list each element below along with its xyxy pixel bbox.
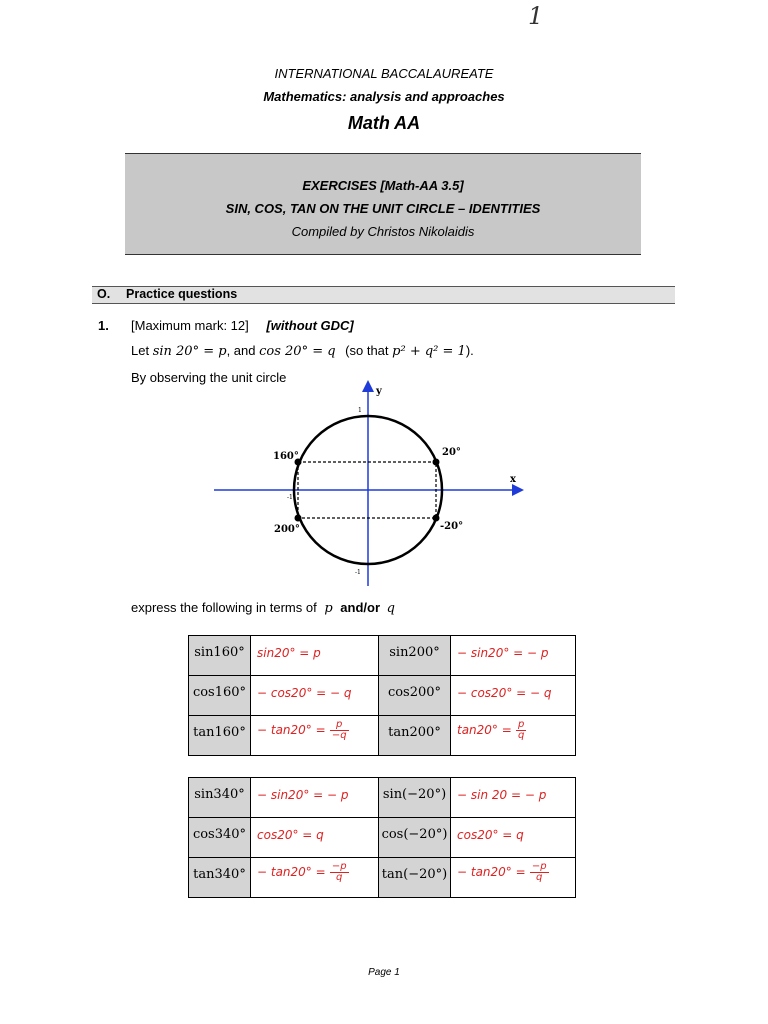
var-p: p [324, 601, 333, 616]
question-let-line [131, 343, 474, 359]
handwritten-fraction [330, 720, 349, 741]
handwritten-answer: cos20° = q [257, 828, 324, 842]
cos-expression: cos 20° = q [259, 344, 336, 359]
answer-table-2 [188, 777, 576, 898]
cell-label: cos200° [379, 676, 451, 716]
tick-label-top: 1 [358, 407, 362, 414]
table-row [189, 676, 576, 716]
fraction-numerator: −p [331, 861, 347, 872]
handwritten-answer: − cos20° = − q [457, 686, 552, 700]
point-20 [433, 459, 440, 466]
angle-label-160: 160° [273, 451, 299, 462]
cell-answer [251, 676, 379, 716]
fraction-numerator: p [517, 719, 525, 730]
cell-label: sin340° [189, 778, 251, 818]
table-row [189, 778, 576, 818]
question-gdc: [without GDC] [266, 318, 354, 333]
table-row [189, 818, 576, 858]
handwritten-answer: − sin 20 = − p [457, 788, 547, 802]
identity-expression: p² + q² = 1 [392, 344, 466, 359]
cell-label: tan(−20°) [379, 858, 451, 898]
angle-label-200: 200° [274, 524, 300, 535]
header-course-title: Math AA [347, 113, 421, 133]
express-line [131, 600, 395, 616]
question-marks-line [131, 318, 354, 333]
question-number: 1. [98, 318, 109, 333]
let-text: Let [131, 343, 150, 358]
handwritten-fraction [530, 862, 549, 883]
cell-answer [451, 676, 576, 716]
cell-answer [451, 636, 576, 676]
handwritten-fraction [516, 720, 526, 741]
observe-text: By observing the unit circle [131, 370, 287, 385]
handwritten-answer: − sin20° = − p [257, 788, 349, 802]
page-corner-mark: 1 [528, 2, 544, 30]
cell-label: cos340° [189, 818, 251, 858]
close-paren: ). [465, 343, 474, 358]
cell-label: cos160° [189, 676, 251, 716]
point-200 [295, 515, 302, 522]
angle-label-20: 20° [442, 447, 461, 458]
point-neg20 [433, 515, 440, 522]
question-marks: [Maximum mark: 12] [131, 318, 249, 333]
handwritten-answer: − sin20° = − p [457, 646, 549, 660]
andor-text: and/or [340, 600, 381, 615]
handwritten-answer: − cos20° = − q [257, 686, 352, 700]
header-institution: INTERNATIONAL BACCALAUREATE [274, 66, 494, 81]
exercise-banner [125, 153, 641, 255]
sin-expression: sin 20° = p [152, 344, 227, 359]
handwritten-answer: cos20° = q [457, 828, 524, 842]
header-subject: Mathematics: analysis and approaches [263, 89, 505, 104]
handwritten-answer: − tan20° = [457, 865, 526, 879]
fraction-numerator: p [330, 720, 349, 731]
cell-answer [451, 716, 576, 756]
fraction-denominator: q [536, 872, 543, 883]
tick-label-bottom: -1 [355, 569, 361, 576]
cell-answer [251, 778, 379, 818]
express-text: express the following in terms of [131, 600, 317, 615]
fraction-denominator: q [517, 730, 525, 741]
answer-table-1 [188, 635, 576, 756]
cell-label: cos(−20°) [379, 818, 451, 858]
var-q: q [386, 601, 395, 616]
handwritten-answer: − tan20° = [257, 865, 326, 879]
cell-answer [451, 818, 576, 858]
cell-label: tan340° [189, 858, 251, 898]
fraction-numerator: −p [531, 861, 547, 872]
handwritten-answer: tan20° = [457, 723, 512, 737]
cell-answer [251, 858, 379, 898]
cell-answer [251, 716, 379, 756]
tick-label-left: -1 [287, 494, 293, 501]
handwritten-answer: − tan20° = [257, 723, 326, 737]
section-number: O. [97, 287, 111, 301]
cell-label: tan160° [189, 716, 251, 756]
cell-label: sin(−20°) [379, 778, 451, 818]
cell-answer [251, 818, 379, 858]
section-header [92, 286, 675, 304]
so-that-text: (so that [345, 343, 389, 358]
cell-label: sin200° [379, 636, 451, 676]
handwritten-fraction [330, 862, 349, 883]
cell-answer [251, 636, 379, 676]
fraction-denominator: −q [331, 730, 347, 741]
banner-author: Compiled by Christos Nikolaidis [291, 224, 475, 239]
cell-label: sin160° [189, 636, 251, 676]
angle-label-neg20: -20° [440, 521, 464, 532]
table-row [189, 716, 576, 756]
banner-topic: SIN, COS, TAN ON THE UNIT CIRCLE – IDENTITIES [225, 201, 541, 216]
y-axis-label: y [376, 386, 382, 397]
section-title: Practice questions [126, 287, 238, 301]
fraction-denominator: q [336, 872, 343, 883]
page-footer: Page 1 [368, 967, 400, 978]
cell-answer [451, 858, 576, 898]
x-axis-label: x [510, 474, 516, 485]
banner-exercises: EXERCISES [Math-AA 3.5] [302, 178, 464, 193]
table-row [189, 858, 576, 898]
cell-answer [451, 778, 576, 818]
handwritten-answer: sin20° = p [257, 646, 321, 660]
and-text: , and [226, 343, 256, 358]
cell-label: tan200° [379, 716, 451, 756]
unit-circle-diagram [210, 378, 530, 593]
table-row [189, 636, 576, 676]
